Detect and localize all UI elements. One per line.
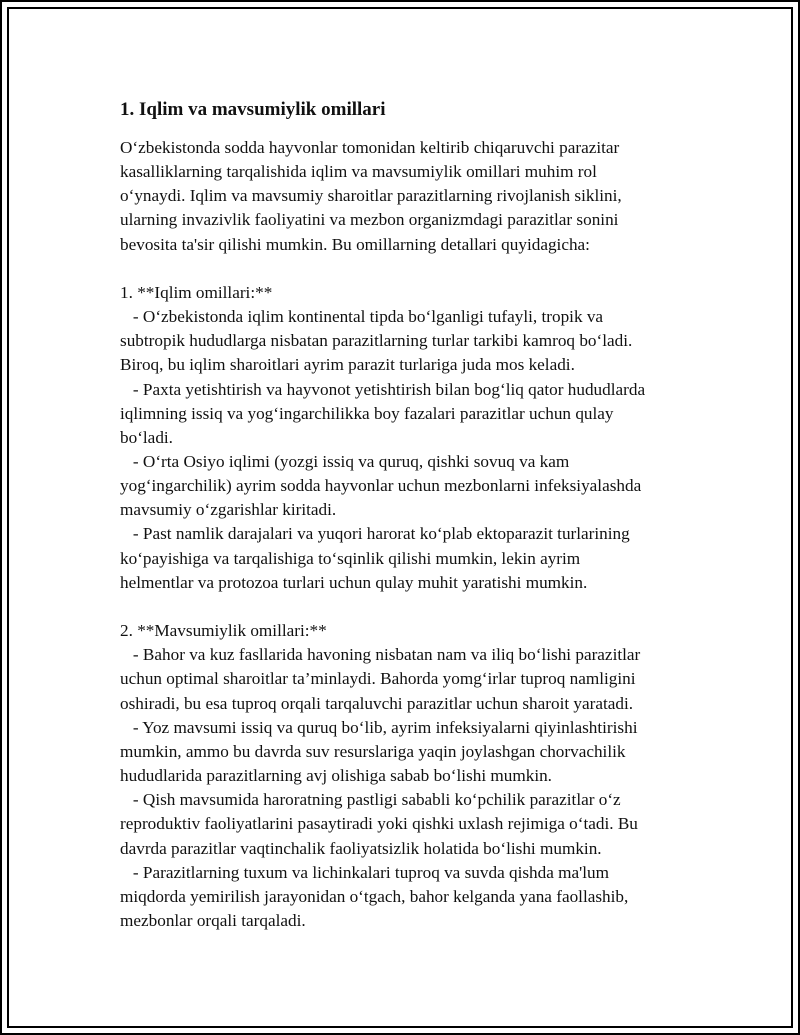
text-line: ko‘payishiga va tarqalishiga to‘sqinlik qilishi mumkin, lekin ayrim bbox=[120, 548, 581, 568]
text-line: O‘zbekistonda sodda hayvonlar tomonidan keltirib chiqaruvchi parazitar bbox=[120, 138, 620, 157]
paragraph-spacer bbox=[120, 595, 695, 619]
text-line: ularning invazivlik faoliyatini va mezbon organizmdagi parazitlar sonini bbox=[120, 210, 619, 230]
document-body bbox=[120, 98, 695, 933]
text-line: mumkin, ammo bu davrda suv resurslariga yaqin joylashgan chorvachilik bbox=[120, 741, 626, 761]
text-line: hududlarida parazitlarning avj olishiga sabab bo‘lishi mumkin. bbox=[120, 766, 552, 786]
text-line: davrda parazitlar vaqtinchalik faoliyatsizlik holatida bo‘lishi mumkin. bbox=[120, 838, 602, 858]
text-line: helmentlar va protozoa turlari uchun qulay muhit yaratishi mumkin. bbox=[120, 572, 588, 592]
text-line: iqlimning issiq va yog‘ingarchilikka boy fazalari parazitlar uchun qulay bbox=[120, 403, 614, 423]
intro-paragraph bbox=[120, 136, 695, 257]
text-line: - Bahor va kuz fasllarida havoning nisbatan nam va iliq bo‘lishi parazitlar bbox=[120, 645, 641, 665]
text-line: bevosita ta'sir qilishi mumkin. Bu omillarning detallari quyidagicha: bbox=[120, 234, 590, 254]
text-line: miqdorda yemirilish jarayonidan o‘tgach, bahor kelganda yana faollashib, bbox=[120, 886, 629, 906]
text-line: Biroq, bu iqlim sharoitlari ayrim parazit turlariga juda mos keladi. bbox=[120, 355, 575, 375]
paragraph-spacer bbox=[120, 257, 695, 281]
text-line: - Yoz mavsumi issiq va quruq bo‘lib, ayrim infeksiyalarni qiyinlashtirishi bbox=[120, 717, 638, 737]
text-line: - Parazitlarning tuxum va lichinkalari tuproq va suvda qishda ma'lum bbox=[120, 862, 610, 882]
climate-factors-section bbox=[120, 281, 695, 595]
text-line: mezbonlar orqali tarqaladi. bbox=[120, 910, 306, 930]
section-heading: 1. Iqlim va mavsumiylik omillari bbox=[120, 99, 386, 120]
list-heading: 1. **Iqlim omillari:** bbox=[120, 282, 273, 302]
text-line: subtropik hududlarga nisbatan parazitlarning turlar tarkibi kamroq bo‘ladi. bbox=[120, 331, 633, 351]
list-heading: 2. **Mavsumiylik omillari:** bbox=[120, 621, 327, 641]
text-line: reproduktiv faoliyatlarini pasaytiradi yoki qishki uxlash rejimiga o‘tadi. Bu bbox=[120, 814, 638, 834]
text-line: - O‘zbekistonda iqlim kontinental tipda bo‘lganligi tufayli, tropik va bbox=[120, 307, 604, 327]
text-line: bo‘ladi. bbox=[120, 427, 173, 447]
text-line: - Paxta yetishtirish va hayvonot yetishtirish bilan bog‘liq qator hududlarda bbox=[120, 379, 646, 399]
text-line: - Qish mavsumida haroratning pastligi sababli ko‘pchilik parazitlar o‘z bbox=[120, 790, 621, 810]
text-line: yog‘ingarchilik) ayrim sodda hayvonlar uchun mezbonlarni infeksiyalashda bbox=[120, 476, 642, 496]
text-line: oshiradi, bu esa tuproq orqali tarqaluvchi parazitlar uchun sharoit yaratadi. bbox=[120, 693, 634, 713]
seasonal-factors-section bbox=[120, 619, 695, 933]
text-line: o‘ynaydi. Iqlim va mavsumiy sharoitlar parazitlarning rivojlanish siklini, bbox=[120, 186, 622, 206]
text-line: mavsumiy o‘zgarishlar kiritadi. bbox=[120, 500, 337, 520]
text-line: - O‘rta Osiyo iqlimi (yozgi issiq va quruq, qishki sovuq va kam bbox=[120, 452, 570, 472]
text-line: - Past namlik darajalari va yuqori harorat ko‘plab ektoparazit turlarining bbox=[120, 524, 630, 544]
text-line: kasalliklarning tarqalishida iqlim va mavsumiylik omillari muhim rol bbox=[120, 162, 597, 182]
text-line: uchun optimal sharoitlar ta’minlaydi. Bahorda yomg‘irlar tuproq namligini bbox=[120, 669, 636, 689]
